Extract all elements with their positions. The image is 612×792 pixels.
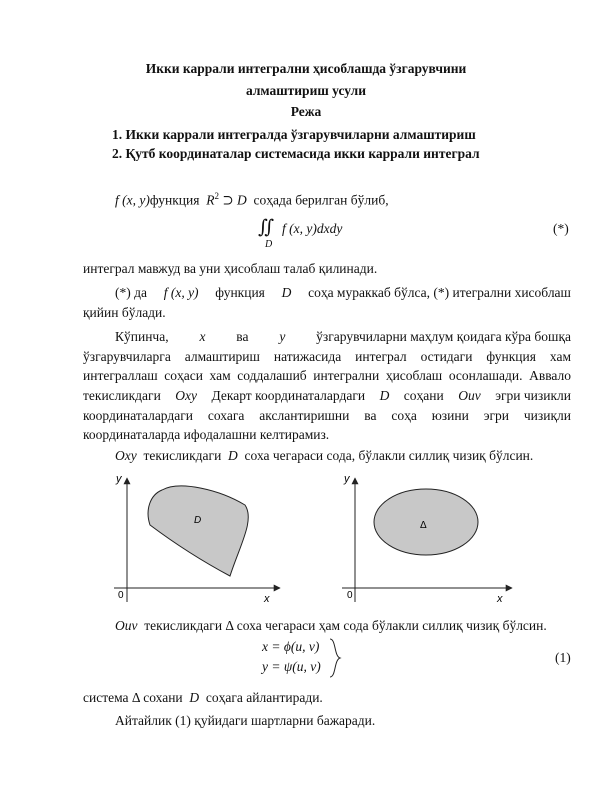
left-origin-label: 0: [118, 590, 124, 601]
para5-line: [115, 616, 547, 636]
para6-a: система Δ сохани: [83, 690, 183, 705]
integral-body: f (x, y)dxdy: [282, 221, 343, 236]
system-right-brace: [328, 638, 342, 678]
para3-l4d: эгри чизикли: [495, 388, 571, 403]
para3-l4c: соҳани: [403, 388, 444, 403]
region-d-shape: [148, 486, 248, 576]
integral-domain: D: [265, 239, 273, 250]
figure-right: [342, 473, 512, 605]
set-r: R: [206, 192, 215, 208]
plan-item-2: 2. Қутб координаталар системасида икки каррали интеграл: [112, 146, 480, 161]
para3-line3: интеграллаш соҳаси хам соддалашиб интегрални ҳисоблаш осонлашади. Аввало: [83, 368, 571, 383]
intro-line: [115, 186, 389, 211]
func-f-xy: f (x, y): [115, 192, 150, 208]
para3-ouv: Ouv: [458, 388, 481, 403]
para5-text: текисликдаги Δ соха чегараси ҳам сода бўлакли силлиқ чизиқ бўлсин.: [144, 618, 547, 633]
equation-label-1: (1): [555, 650, 571, 665]
para6-d: D: [189, 690, 200, 705]
title-line-2: алмаштириш усули: [245, 83, 367, 98]
right-x-label: x: [497, 593, 503, 605]
para3-va: ва: [236, 329, 249, 344]
intro-text-1: функция: [149, 192, 200, 208]
para2-func: f (x, y): [163, 285, 199, 300]
para7-line: Айтайлик (1) қуйидаги шартларни бажаради.: [115, 713, 376, 728]
para2-c: соҳа мураккаб бўлса, (*) итегрални хисоблаш: [308, 285, 571, 300]
para3-x: x: [199, 329, 206, 344]
para2-b: функция: [215, 285, 265, 300]
double-integral-symbol: ∬: [258, 217, 275, 238]
system-eq-1: x = ϕ(u, v): [262, 639, 320, 654]
para4-a: текисликдаги: [143, 448, 222, 463]
para2-line2: қийин бўлади.: [83, 305, 166, 320]
para6-line: [83, 688, 323, 708]
system-eq-2: y = ψ(u, v): [262, 659, 321, 674]
para3-l1b: ўзгарувчиларни маҳлум қоидага кўра бошқа: [316, 329, 571, 344]
line-after-integral: интеграл мавжуд ва уни ҳисоблаш талаб қилинади.: [83, 261, 378, 276]
set-r-sup: 2: [214, 191, 219, 201]
intro-text-2: соҳада берилган бўлиб,: [253, 192, 389, 208]
right-y-label: y: [344, 473, 350, 485]
plan-heading: Режа: [290, 104, 322, 119]
para2-d: D: [281, 285, 292, 300]
supset-d: ⊃ D: [222, 192, 247, 208]
plan-item-1: 1. Икки каррали интегралда ўзгарувчиларни алмаштириш: [112, 127, 476, 142]
para3-l4b: Декарт координаталардаги: [211, 388, 366, 403]
para2-a: (*) да: [115, 285, 147, 300]
para3-line1: [115, 327, 571, 347]
para3-line5: координаталардаги сохага акслантиришни ва соҳа юзини эгри чизиқли: [83, 408, 571, 423]
figures: [100, 470, 520, 610]
equation-label-star: (*): [553, 221, 569, 236]
para3-y: y: [279, 329, 286, 344]
title-line-1: Икки каррали интегрални ҳисоблашда ўзгарувчини: [145, 61, 467, 76]
para5-ouv: Ouv: [115, 618, 138, 633]
para3-l1a: Кўпинча,: [115, 329, 169, 344]
figure-left: [114, 473, 280, 605]
region-d-label: D: [194, 515, 202, 526]
right-origin-label: 0: [347, 590, 353, 601]
para6-b: соҳага айлантиради.: [205, 690, 323, 705]
para4-line: [115, 446, 533, 466]
para3-line6: координаталарда ифодалашни келтирамиз.: [83, 427, 330, 442]
para3-l4a: текисликдаги: [83, 388, 161, 403]
para2-line1: [115, 283, 571, 303]
para3-d: D: [379, 388, 390, 403]
para4-oxy: Oxy: [115, 448, 137, 463]
para4-b: соха чегараси сода, бўлакли силлиқ чизиқ бўлсин.: [244, 448, 534, 463]
para3-line2: ўзгарувчиларга алмаштириш натижасида интеграл остидаги функция хам: [83, 349, 571, 364]
para3-oxy: Oxy: [175, 388, 198, 403]
para4-d: D: [228, 448, 238, 463]
left-x-label: x: [264, 593, 270, 605]
left-y-label: y: [116, 473, 122, 485]
para3-line4: [83, 386, 571, 406]
region-delta-label: Δ: [420, 520, 427, 531]
